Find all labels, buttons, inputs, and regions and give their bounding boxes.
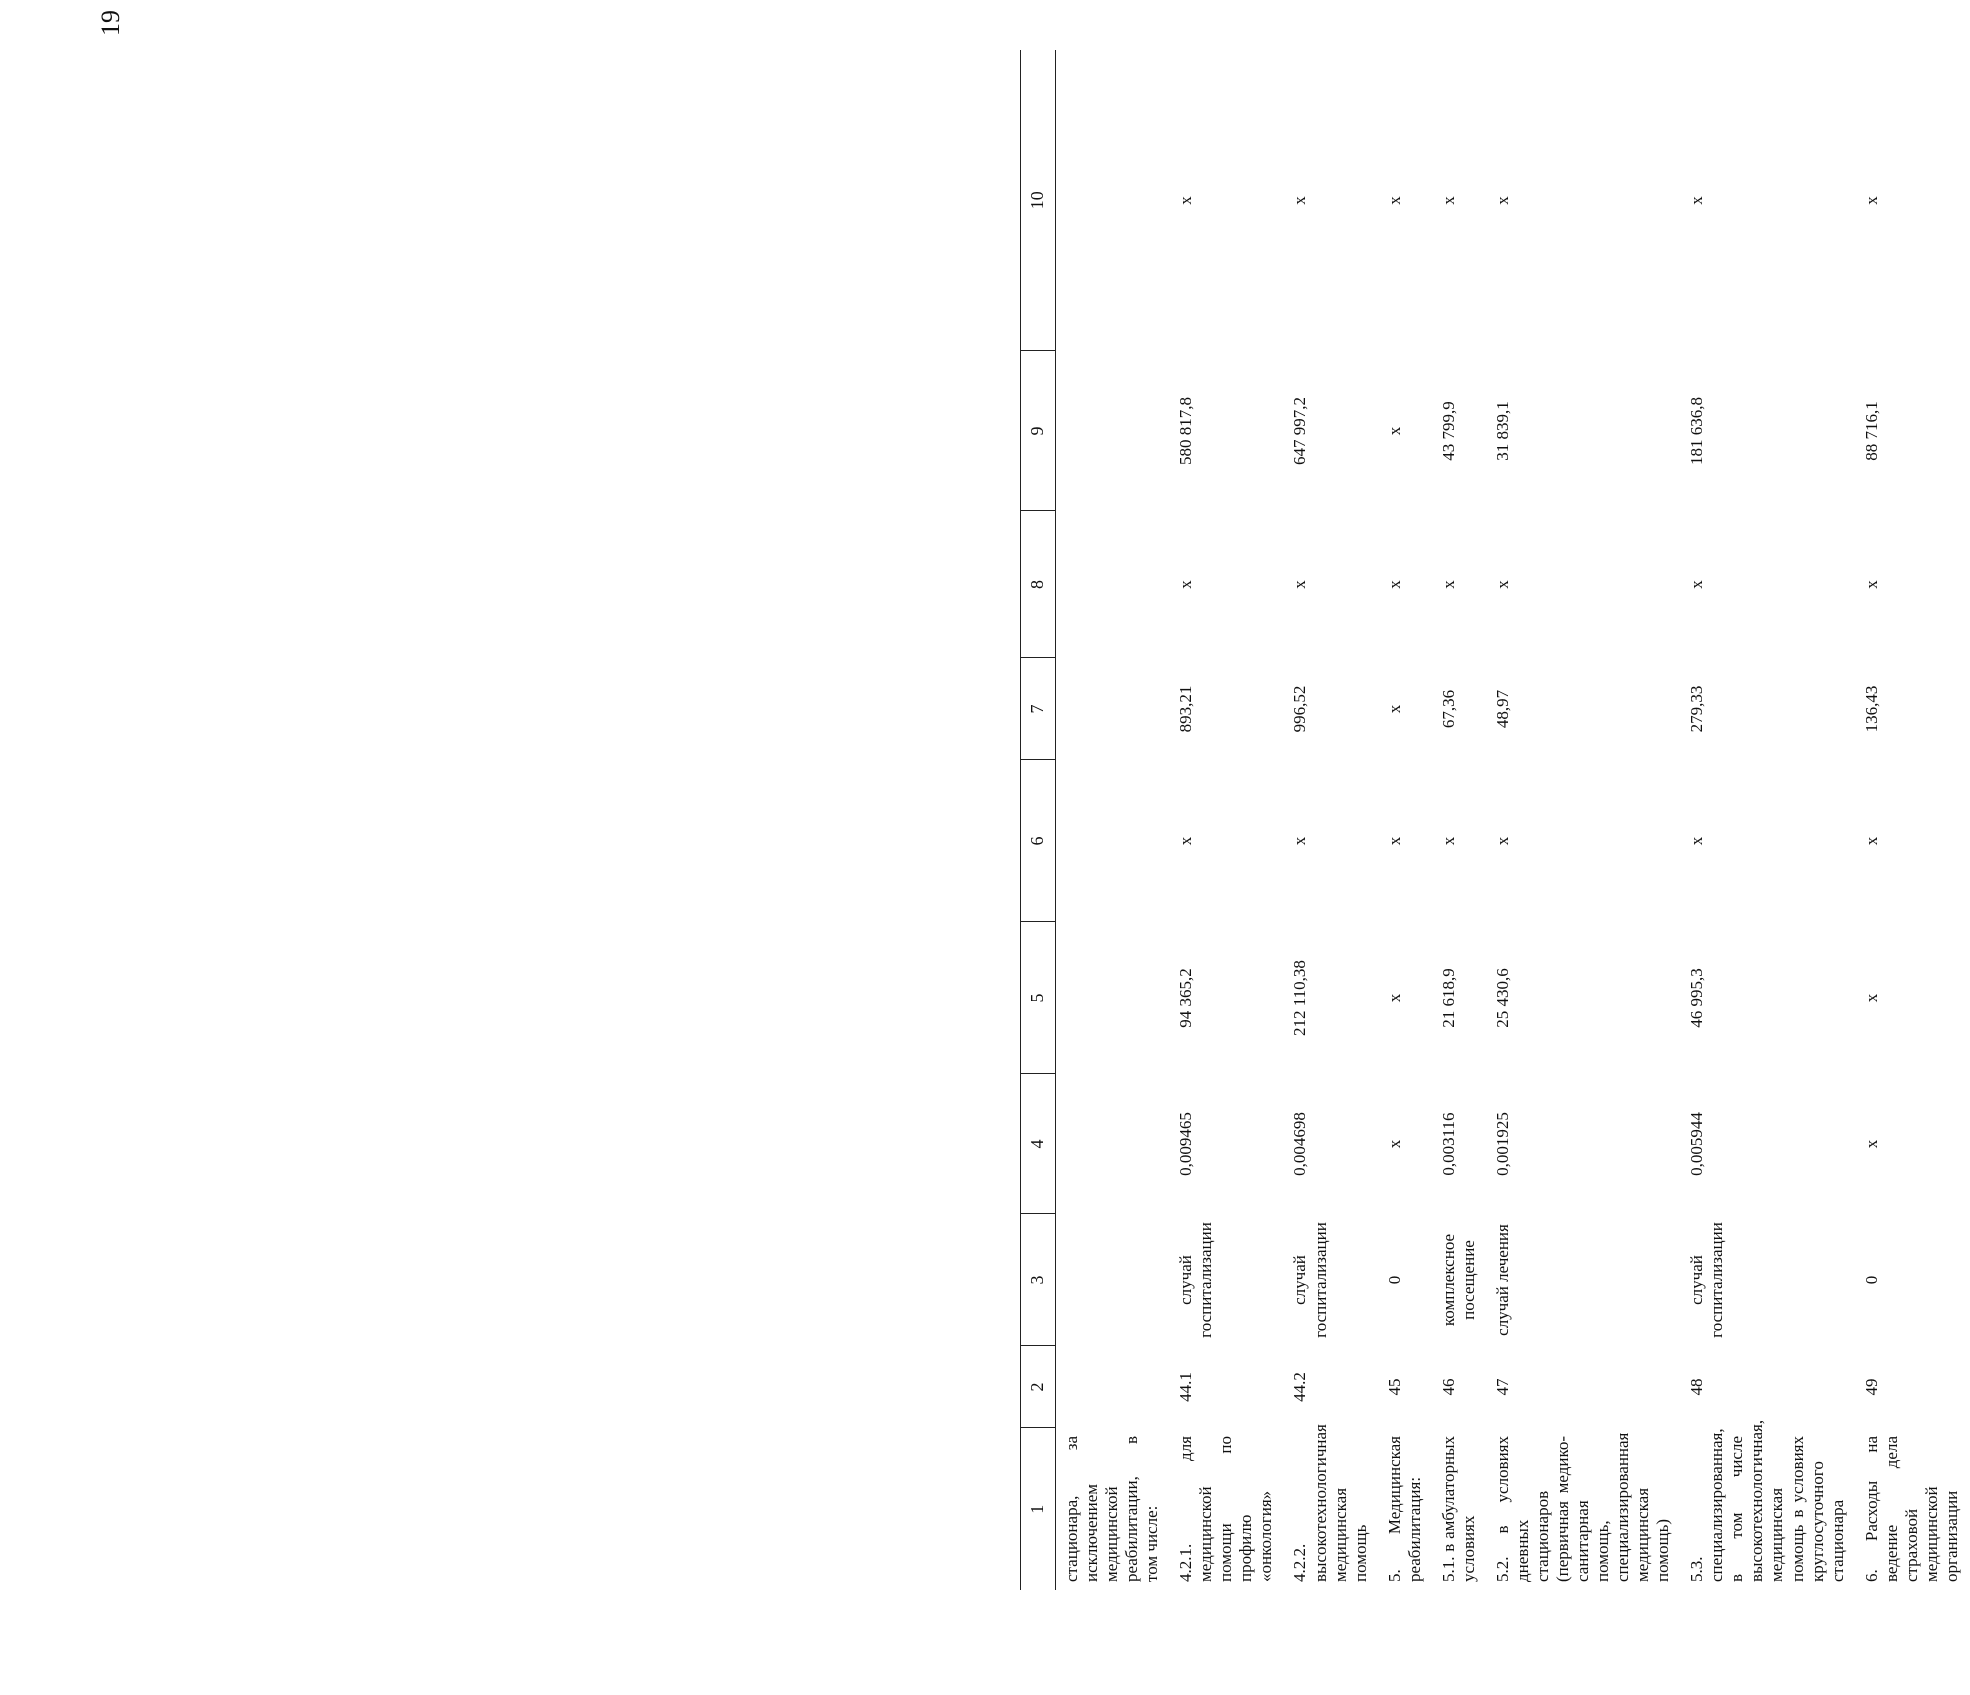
header-row [1021, 50, 1056, 1590]
table-cell-col-5: 94 365,2 [1176, 968, 1196, 1028]
table-cell-col-7: 67,36 [1438, 689, 1458, 729]
table-row [1170, 50, 1284, 1590]
table-cell-col-7: 136,43 [1861, 685, 1881, 733]
col-header-4: 4 [1021, 1074, 1056, 1214]
table-cell-col-6: х [1176, 836, 1196, 846]
table-cell-col-10: х [1438, 196, 1458, 205]
table-cell-col-10: х [1492, 196, 1512, 205]
table-cell-col-6 [1056, 760, 1171, 922]
table-cell-col-1: 4.2.2. высокотехнологичная медицинская помощь [1290, 1424, 1370, 1582]
table-cell-col-4: х [1384, 1139, 1404, 1149]
table-row [1487, 50, 1681, 1590]
table-row [1379, 50, 1433, 1590]
table-cell-col-6: х [1438, 836, 1458, 846]
table-cell-col-3: случай лечения [1492, 1224, 1512, 1336]
table-cell-col-6: х [1861, 836, 1881, 846]
table-cell-col-5: х [1861, 993, 1881, 1003]
table-cell-col-4: 0,004698 [1290, 1112, 1310, 1176]
table-cell-col-4: 0,009465 [1176, 1112, 1196, 1176]
table-cell-col-8 [1056, 511, 1171, 658]
table-cell-col-7: 996,52 [1290, 685, 1310, 733]
table-cell-col-9 [1056, 351, 1171, 511]
table-cell-col-10: х [1384, 196, 1404, 205]
col-header-10: 10 [1021, 50, 1056, 351]
data-table [1020, 50, 1970, 1590]
table-cell-col-2: 46 [1438, 1378, 1458, 1396]
table-cell-col-10 [1056, 50, 1171, 351]
table-cell-col-2: 47 [1492, 1378, 1512, 1396]
table-cell-col-5: 46 995,3 [1687, 968, 1707, 1028]
col-header-7: 7 [1021, 658, 1056, 760]
table-cell-col-9: 580 817,8 [1176, 397, 1196, 465]
table-cell-col-2: 48 [1687, 1378, 1707, 1396]
table-cell-col-3: 0 [1861, 1275, 1881, 1285]
table-cell-col-8: х [1492, 580, 1512, 589]
table-cell-col-1: 5.3. специализированная, в том числе высокотехнологичная, медицинская помощь в условиях круглосуточного стационара [1687, 1419, 1847, 1582]
table-row [1056, 50, 1171, 1590]
table-cell-col-5: 212 110,38 [1290, 960, 1310, 1036]
table-cell-col-9: 647 997,2 [1290, 397, 1310, 465]
table-cell-col-5 [1056, 922, 1171, 1074]
table-cell-col-8: х [1176, 580, 1196, 589]
table-cell-col-2 [1056, 1346, 1171, 1428]
table-cell-col-1: 5.1. в амбулаторных условиях [1438, 1436, 1478, 1582]
table-cell-col-4 [1056, 1074, 1171, 1214]
col-header-6: 6 [1021, 760, 1056, 922]
table-cell-col-9: 181 636,8 [1687, 397, 1707, 465]
table-cell-col-6: х [1687, 836, 1707, 846]
table-cell-col-2: 49 [1861, 1378, 1881, 1396]
table-cell-col-7 [1056, 658, 1171, 760]
table-cell-col-8: х [1438, 580, 1458, 589]
table-cell-col-1: 4.2.1. для медицинской помощи по профилю «онкология» [1176, 1436, 1276, 1582]
table-cell-col-3: случай госпитализации [1176, 1222, 1216, 1338]
table-cell-col-10: х [1687, 196, 1707, 205]
table-row [1284, 50, 1378, 1590]
col-header-3: 3 [1021, 1214, 1056, 1346]
table-cell-col-8: х [1687, 580, 1707, 589]
table-cell-col-8: х [1861, 580, 1881, 589]
table-cell-col-4: 0,001925 [1492, 1112, 1512, 1176]
table-body [1056, 50, 1970, 1590]
col-header-8: 8 [1021, 511, 1056, 658]
table-row [1856, 50, 1970, 1590]
table-cell-col-9: х [1384, 426, 1404, 436]
table-cell-col-3: случай госпитализации [1687, 1222, 1727, 1338]
table-cell-col-3: случай госпитализации [1290, 1222, 1330, 1338]
col-header-5: 5 [1021, 922, 1056, 1074]
col-header-2: 2 [1021, 1346, 1056, 1428]
table-cell-col-7: 279,33 [1687, 685, 1707, 733]
table-cell-col-7: 48,97 [1492, 689, 1512, 729]
table-cell-col-10: х [1176, 196, 1196, 205]
table-row [1433, 50, 1487, 1590]
table-cell-col-2: 44.1 [1176, 1372, 1196, 1402]
col-header-9: 9 [1021, 351, 1056, 511]
table-cell-col-6: х [1492, 836, 1512, 846]
table-cell-col-2: 45 [1384, 1378, 1404, 1396]
table-cell-col-10: х [1861, 196, 1881, 205]
table-cell-col-3: комплексное посещение [1438, 1233, 1478, 1327]
page-number: 19 [96, 10, 125, 36]
table-cell-col-4: 0,005944 [1687, 1112, 1707, 1176]
table-cell-col-5: х [1384, 993, 1404, 1003]
table-cell-col-8: х [1384, 580, 1404, 589]
table-row [1681, 50, 1855, 1590]
rotated-table-container [1020, 40, 1961, 1590]
table-cell-col-6: х [1290, 836, 1310, 846]
table-cell-col-1: 5. Медицинская реабилитация: [1384, 1436, 1424, 1582]
table-cell-col-3: 0 [1384, 1275, 1404, 1285]
table-cell-col-8: х [1290, 580, 1310, 589]
table-cell-col-4: х [1861, 1139, 1881, 1149]
table-cell-col-3 [1056, 1214, 1171, 1346]
table-cell-col-6: х [1384, 836, 1404, 846]
table-cell-col-1: стационара, за исключением медицинской реабилитации, в том числе: [1062, 1436, 1162, 1582]
table-cell-col-7: х [1384, 704, 1404, 714]
table-cell-col-9: 31 839,1 [1492, 401, 1512, 461]
table-cell-col-2: 44.2 [1290, 1372, 1310, 1402]
table-cell-col-4: 0,003116 [1438, 1112, 1458, 1176]
table-cell-col-7: 893,21 [1176, 685, 1196, 733]
table-cell-col-5: 21 618,9 [1438, 968, 1458, 1028]
table-cell-col-9: 88 716,1 [1861, 401, 1881, 461]
table-cell-col-5: 25 430,6 [1492, 968, 1512, 1028]
table-cell-col-1: 6. Расходы на ведение дела страховой медицинской организации [1861, 1436, 1961, 1582]
col-header-1: 1 [1021, 1428, 1056, 1590]
table-cell-col-9: 43 799,9 [1438, 401, 1458, 461]
table-cell-col-10: х [1290, 196, 1310, 205]
table-cell-col-1: 5.2. в условиях дневных стационаров (первичная медико-санитарная помощь, специализированная медицинская помощь) [1492, 1432, 1673, 1582]
